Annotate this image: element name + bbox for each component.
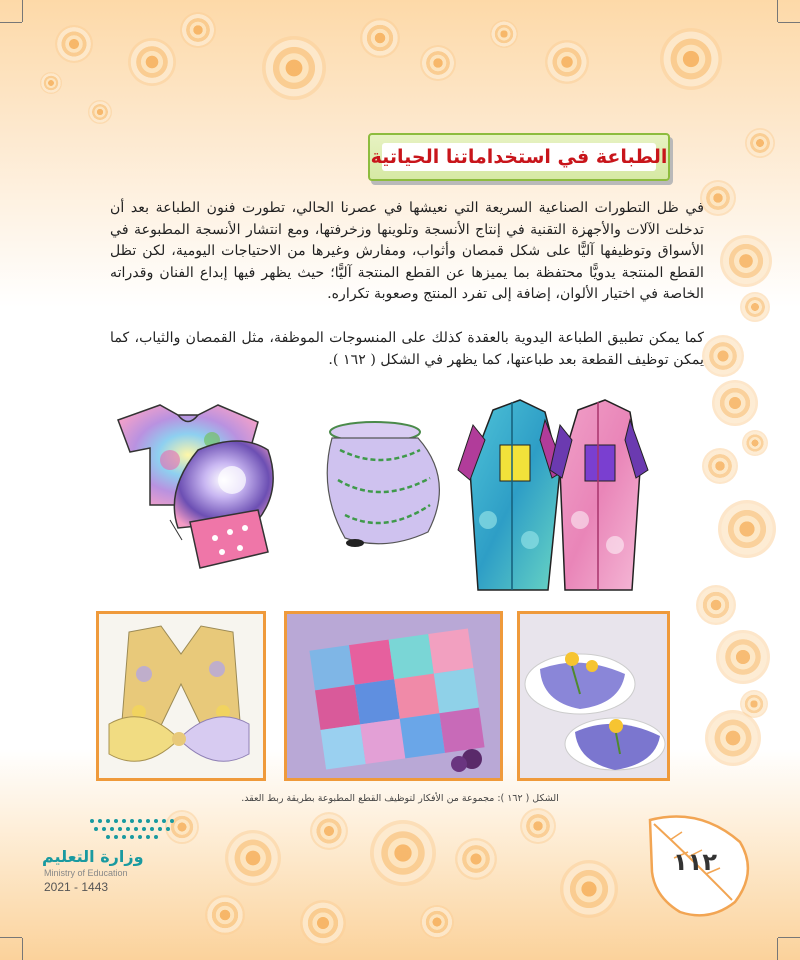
photo-vest-and-bow bbox=[96, 611, 266, 781]
ministry-name-arabic: وزارة التعليم bbox=[42, 847, 144, 866]
ministry-dots-mark bbox=[42, 813, 192, 843]
body-paragraph-2: كما يمكن تطبيق الطباعة اليدوية بالعقدة كذلك على المنسوجات الموظفة، مثل القمصان والثياب، كما يمكن توظيف القطعة بعد طباعتها، كما يظهر في الشكل ( ١٦٢ ). bbox=[110, 330, 704, 368]
tie-dye-robe-teal-image bbox=[458, 400, 565, 590]
edition-year: 2021 - 1443 bbox=[44, 880, 109, 894]
figure-caption: الشكل ( ١٦٢ ): مجموعة من الأفكار لتوظيف القطع المطبوعة بطريقة ربط العقد. bbox=[241, 793, 559, 804]
patchwork-pillow-picture bbox=[287, 614, 500, 778]
tie-dye-pouch-bag-image bbox=[327, 422, 439, 547]
ministry-of-education-logo bbox=[42, 813, 192, 903]
ministry-name-english: Ministry of Education bbox=[44, 868, 128, 878]
section-title: الطباعة في استخداماتنا الحياتية bbox=[370, 146, 668, 168]
page-number: ١١٢ bbox=[673, 848, 717, 876]
tie-dye-robe-pink-image bbox=[550, 400, 648, 590]
vest-and-bow-picture bbox=[99, 614, 263, 778]
photo-napkins-with-flowers bbox=[517, 611, 670, 781]
photo-patchwork-pillow bbox=[284, 611, 503, 781]
napkins-with-flowers-picture bbox=[520, 614, 667, 778]
body-paragraph-1: في ظل التطورات الصناعية السريعة التي نعيشها في عصرنا الحالي، تطورت فنون الطباعة بعد أن تدخلت الآلات والأجهزة التقنية في إنتاج الأنسجة وتلوينها وزخرفتها، ومع انتشار الأنسجة المطبوعة في الأسواق وتوظيفها آليًّا على شكل قمصان وأثواب، ومفارش وغيرها من الاحتياجات اليومية، لكن تظل القطع المنتجة يدويًّا محتفظة بما يميزها عن القطع المنتجة آليًّا؛ حيث يظهر فيها إبداع الفنان وقدراته الخاصة في اختيار الألوان، إضافة إلى تفرد المنتج وصعوبة تكراره. bbox=[110, 200, 704, 303]
